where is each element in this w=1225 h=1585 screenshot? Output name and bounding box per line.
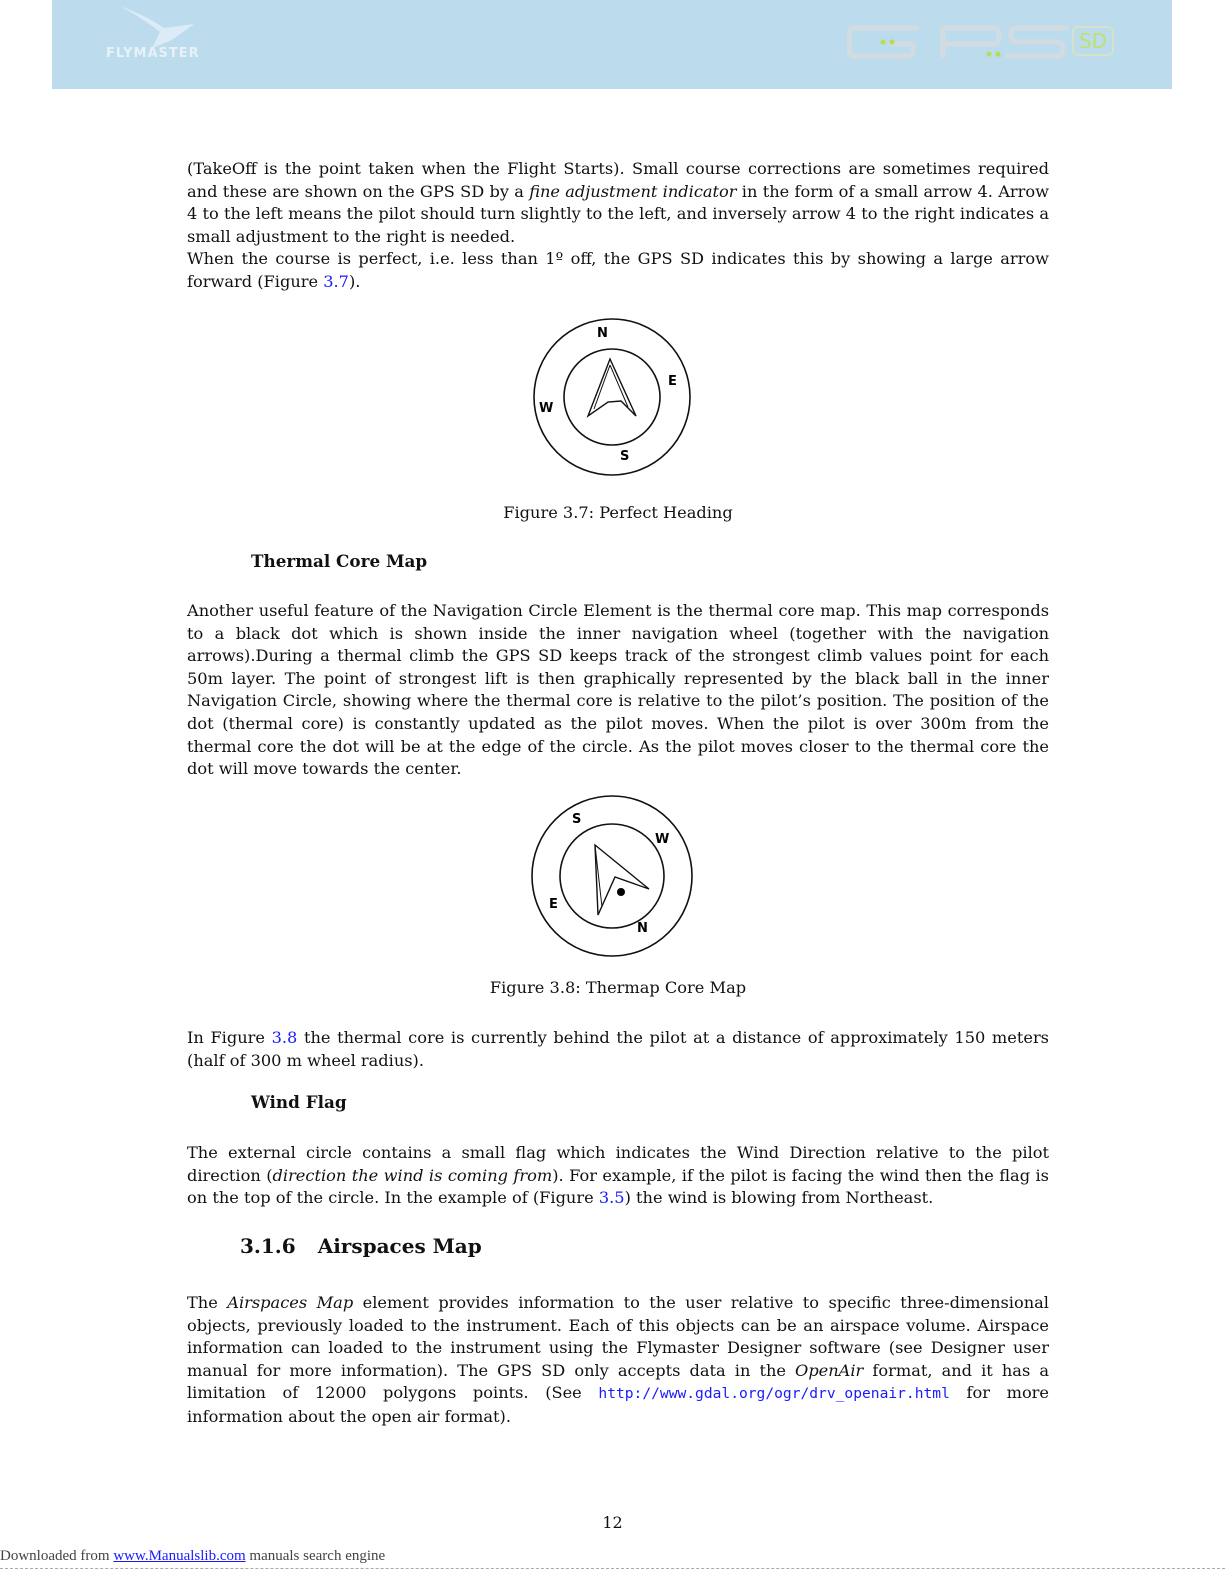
figure-perfect-heading [528, 313, 696, 481]
figure-38-text-block [187, 1027, 1049, 1072]
italic-term: Airspaces Map [227, 1293, 354, 1312]
heading-arrow-icon [595, 845, 649, 915]
text-span: ) the wind is blowing from Northeast. [624, 1188, 934, 1208]
intro-text-block [187, 158, 1049, 294]
compass-label-w: W [539, 401, 554, 416]
figure-3-8-link[interactable]: 3.8 [271, 1028, 298, 1047]
outer-navigation-circle [532, 796, 692, 956]
italic-term: fine adjustment indicator [529, 181, 737, 201]
thermal-text-block [187, 600, 1049, 781]
compass-label-n: N [597, 326, 608, 341]
paragraph-airspaces-map [187, 1292, 1049, 1429]
text-span: The [187, 1293, 228, 1312]
paragraph-thermal-core: Another useful feature of the Navigation Circle Element is the thermal core map. This map corresponds to a black dot which is shown inside the inner navigation wheel (together with the navigation arrows).During a thermal climb the GPS SD keeps track of the strongest climb values point for each 50m layer. The point of strongest lift is then graphically represented by the black ball in the inner Navigation Circle, showing where the thermal core is relative to the pilot’s position. The position of the dot (thermal core) is constantly updated as the pilot moves. When the pilot is over 300m from the thermal core the dot will be at the edge of the circle. As the pilot moves closer to the thermal core the dot will move towards the center. [187, 601, 1049, 779]
paragraph-thermal-distance [187, 1027, 1049, 1072]
figure-thermal-core-map [528, 792, 696, 960]
figure-3-7-caption: Figure 3.7: Perfect Heading [503, 503, 733, 522]
figure-3-5-link[interactable]: 3.5 [598, 1188, 625, 1208]
forward-arrow-icon [588, 359, 636, 416]
text-span: The external circle contains a small flag which indicates the Wind Direction relative to the pilot direction ( [187, 1143, 1049, 1185]
download-footer [0, 1548, 1225, 1569]
section-title: Airspaces Map [317, 1234, 482, 1258]
heading-wind-flag: Wind Flag [251, 1092, 347, 1112]
text-span: in the form of a small arrow 4. Arrow 4 to the left means the pilot should turn slightly to the left, and inversely arrow 4 to the right indicates a small adjustment to the right is needed. [187, 181, 1049, 246]
outer-navigation-circle [534, 319, 690, 475]
page-number: 12 [602, 1513, 623, 1532]
section-heading-airspaces-map [240, 1234, 482, 1258]
manualslib-link[interactable]: www.Manualslib.com [113, 1548, 246, 1564]
heading-thermal-core-map: Thermal Core Map [251, 551, 428, 571]
paragraph-fine-adjustment [187, 158, 1049, 248]
openair-url-link[interactable]: http://www.gdal.org/ogr/drv_openair.html [598, 1385, 950, 1403]
text-span: ). [348, 271, 361, 291]
brand-name: FLYMASTER [106, 46, 200, 61]
flymaster-wing-logo [102, 2, 222, 72]
compass-label-s: S [572, 812, 582, 827]
text-span: element provides information to the user relative to specific three-dimensional objects, previously loaded to the instrument. Each of this objects can be an airspace volume. Airspace information can loaded to the instrument using the Flymaster Designer software (see Designer user manual for more information). The GPS SD only accepts data in the [187, 1293, 1049, 1380]
compass-label-n: N [637, 921, 648, 936]
header-banner [52, 0, 1172, 89]
italic-term: direction the wind is coming from [272, 1165, 553, 1185]
text-span: the thermal core is currently behind the pilot at a distance of approximately 150 meters (half of 300 m wheel radius). [187, 1028, 1049, 1070]
text-span: ). For example, if the pilot is facing the wind then the flag is on the top of the circle. In the example of (Figure [187, 1165, 1049, 1208]
thermal-core-dot [617, 888, 625, 896]
paragraph-wind-flag [187, 1142, 1049, 1210]
footer-suffix: manuals search engine [245, 1548, 386, 1564]
section-number: 3.1.6 [240, 1234, 296, 1258]
text-span: In Figure [187, 1028, 272, 1047]
wind-text-block [187, 1142, 1049, 1210]
compass-label-w: W [655, 832, 670, 847]
figure-3-7-link[interactable]: 3.7 [323, 271, 349, 291]
compass-label-e: E [668, 374, 677, 389]
paragraph-perfect-course [187, 248, 1049, 293]
italic-term: OpenAir [795, 1360, 864, 1380]
text-span: (TakeOff is the point taken when the Flight Starts). Small course corrections are sometimes required and these are shown on the GPS SD by a [187, 159, 1049, 201]
text-span: for more information about the open air format). [187, 1383, 1050, 1426]
compass-label-s: S [620, 449, 630, 464]
gps-sd-badge: SD [1072, 26, 1114, 56]
compass-label-e: E [549, 897, 558, 912]
footer-prefix: Downloaded from [0, 1548, 114, 1564]
inner-navigation-circle [560, 824, 664, 928]
text-span: format, and it has a limitation of 12000 polygons points. (See [187, 1360, 1049, 1403]
figure-3-8-caption: Figure 3.8: Thermap Core Map [489, 978, 747, 997]
airspace-text-block [187, 1292, 1049, 1429]
text-span: When the course is perfect, i.e. less than 1º off, the GPS SD indicates this by showing a large arrow forward (Figure [187, 249, 1049, 291]
